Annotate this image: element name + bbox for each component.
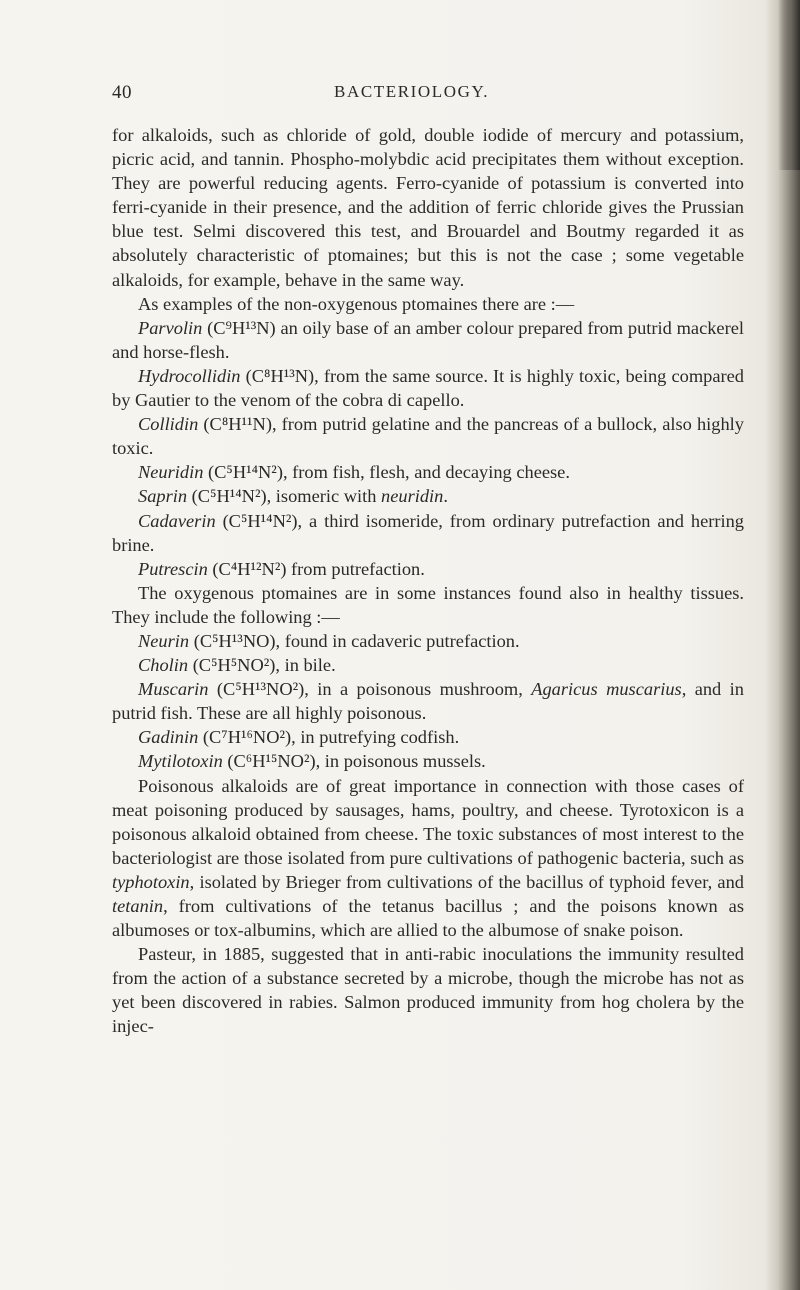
ptomaine-name: Putrescin xyxy=(138,558,208,579)
ptomaine-name: Neuridin xyxy=(138,462,204,483)
chemical-formula: (C⁶H¹⁵NO²) xyxy=(227,751,316,772)
chemical-formula: (C⁵H¹³NO²) xyxy=(216,679,305,700)
ptomaine-name: Parvolin xyxy=(138,317,203,338)
paragraph-text: , from cultivations of the tetanus bacillus ; and the poisons known as albumoses or tox-albumins, which are allied to the albumose of snake poison. xyxy=(112,896,744,941)
ptomaine-description-end: . xyxy=(443,486,448,507)
chemical-formula: (C⁵H⁵NO²) xyxy=(192,655,276,676)
toxin-name: typhotoxin xyxy=(112,871,190,892)
ptomaine-description: , from the same source. It is highly toxic, being compared by Gautier to the venom of the cobra di capello. xyxy=(112,365,744,411)
ptomaine-entry xyxy=(112,629,744,653)
ptomaine-entry xyxy=(112,484,744,508)
ptomaine-description: , in bile. xyxy=(275,655,336,676)
ptomaine-description: , in putrefying codfish. xyxy=(291,727,460,748)
chemical-formula: (C⁵H¹⁴N²) xyxy=(191,486,267,507)
chemical-formula: (C⁴H¹²N²) xyxy=(212,558,287,579)
paragraph-pasteur: Pasteur, in 1885, suggested that in anti-rabic inoculations the immunity resulted from the action of a substance secreted by a microbe, though the microbe has not as yet been discovered in rabies. Salmon produced immunity from hog cholera by the injec- xyxy=(112,944,744,1037)
page-number: 40 xyxy=(112,82,132,103)
page-edge-shadow xyxy=(766,0,800,1290)
ptomaine-name: Saprin xyxy=(138,486,188,507)
ptomaine-description: , a third isomeride, from ordinary putrefaction and herring brine. xyxy=(112,510,744,555)
ptomaine-name: Hydrocollidin xyxy=(138,365,241,386)
ptomaine-description: , found in cadaveric putrefaction. xyxy=(275,630,520,651)
ptomaine-name: Cadaverin xyxy=(138,510,216,531)
ptomaine-entry xyxy=(112,364,744,412)
paragraph-oxygenous-intro: The oxygenous ptomaines are in some instances found also in healthy tissues. They include the following :— xyxy=(112,582,744,627)
paragraph-text: Poisonous alkaloids are of great importance in connection with those cases of meat poisoning produced by sausages, hams, poultry, and cheese. Tyrotoxicon is a poisonous alkaloid obtained from cheese. The toxic substances of most interest to the bacteriologist are those isolated from pure cultivations of pathogenic bacteria, such as xyxy=(112,775,744,868)
ptomaine-description: an oily base of an amber colour prepared from putrid mackerel and horse-flesh. xyxy=(112,317,744,362)
ptomaine-description: , from fish, flesh, and decaying cheese. xyxy=(282,462,570,483)
page-corner-shadow xyxy=(778,0,800,170)
ptomaine-description: , isomeric with xyxy=(266,486,382,507)
paragraph-non-oxygenous-intro: As examples of the non-oxygenous ptomaines there are :— xyxy=(138,293,575,314)
ptomaine-name: Gadinin xyxy=(138,727,199,748)
ptomaine-name: Muscarin xyxy=(138,679,209,700)
ptomaine-entry xyxy=(112,460,744,484)
chemical-formula: (C⁵H¹⁴N²) xyxy=(222,510,298,531)
page-body xyxy=(112,123,744,1039)
chemical-formula: (C⁷H¹⁶NO²) xyxy=(202,727,292,748)
ptomaine-name: Cholin xyxy=(138,655,189,676)
chemical-formula: (C⁸H¹¹N) xyxy=(203,414,272,435)
paragraph-text: , isolated by Brieger from cultivations of the bacillus of typhoid fever, and xyxy=(189,871,744,892)
ptomaine-name: Mytilotoxin xyxy=(138,751,223,772)
ptomaine-italic-ref: neuridin xyxy=(381,486,444,507)
running-head: BACTERIOLOGY. xyxy=(334,82,490,101)
toxin-name: tetanin xyxy=(112,896,164,916)
ptomaine-entry xyxy=(112,509,744,557)
ptomaine-description: from putrefaction. xyxy=(286,558,425,579)
chemical-formula: (C⁸H¹³N) xyxy=(245,365,315,386)
ptomaine-entry xyxy=(112,557,744,581)
paragraph-poisonous-alkaloids xyxy=(112,774,744,943)
ptomaine-description-end: , and in putrid fish. These are all highly poisonous. xyxy=(112,679,744,724)
chemical-formula: (C⁵H¹³NO) xyxy=(193,630,276,651)
species-name: Agaricus muscarius xyxy=(531,679,682,700)
chemical-formula: (C⁹H¹³N) xyxy=(207,317,276,338)
ptomaine-description: , in poisonous mussels. xyxy=(315,751,486,772)
ptomaine-entry xyxy=(112,725,744,749)
ptomaine-entry xyxy=(112,653,744,677)
ptomaine-entry xyxy=(112,749,744,773)
chemical-formula: (C⁵H¹⁴N²) xyxy=(208,462,283,483)
paragraph-intro: for alkaloids, such as chloride of gold, double iodide of mercury and potassium, picric acid, and tannin. Phospho-molybdic acid precipitates them without exception. They are powerful reducing agents. Ferro-cyanide of potassium is converted into ferri-cyanide in their presence, and the addition of ferric chloride gives the Prussian blue test. Selmi discovered this test, and Brouardel and Boutmy regarded it as absolutely characteristic of ptomaines; but this is not the case ; some vegetable alkaloids, for example, behave in the same way. xyxy=(112,125,744,290)
ptomaine-description: , from putrid gelatine and the pancreas of a bullock, also highly toxic. xyxy=(112,414,744,459)
ptomaine-description: , in a poisonous mushroom, xyxy=(304,679,532,700)
ptomaine-name: Neurin xyxy=(138,630,190,651)
ptomaine-entry xyxy=(112,316,744,364)
page-header xyxy=(112,82,722,106)
ptomaine-entry xyxy=(112,677,744,725)
ptomaine-name: Collidin xyxy=(138,414,199,435)
ptomaine-entry xyxy=(112,412,744,460)
